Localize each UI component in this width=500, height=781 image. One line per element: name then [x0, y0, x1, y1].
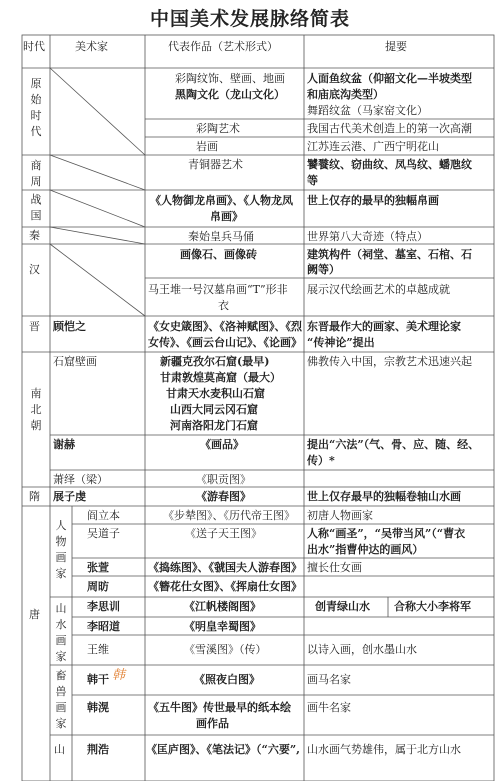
artist-cell: 萧绎（梁） [53, 473, 108, 486]
summary-cell: 阙等） [307, 263, 340, 276]
works-cell: 《匡庐图》、《笔法记》（“六要”, [146, 743, 300, 756]
summary-cell: 擅长仕女画 [307, 561, 362, 574]
works-cell: 《步辇图》、《历代帝王图》 [163, 509, 295, 522]
summary-cell: 舞蹈纹盆（马家窑文化） [307, 104, 428, 117]
summary-cell: 和庙底沟类型） [307, 88, 384, 101]
summary-cell: 创青绿山水 [315, 600, 370, 613]
works-cell: 《画品》 [200, 438, 244, 451]
artist-cell: 阎立本 [87, 509, 120, 522]
group-animal-painters: 畜兽画家 [55, 669, 67, 730]
works-cell: 甘肃天水麦积山石窟 [166, 387, 265, 400]
summary-cell: 以诗入画，创水墨山水 [307, 643, 417, 656]
works-cell: 《明皇幸蜀图》 [184, 620, 261, 633]
summary-cell: 传）* [307, 454, 335, 467]
summary-cell: 人面鱼纹盆（仰韶文化—半坡类型 [307, 72, 472, 85]
works-cell: 《捣练图》、《虢国夫人游春图》 [148, 561, 302, 574]
summary-cell: 东晋最作大的画家、美术理论家 [307, 320, 461, 333]
summary-cell: 我国古代美术创造上的第一次高潮 [307, 122, 472, 135]
header-works: 代表作品（艺术形式） [168, 40, 278, 53]
works-cell: 山西大同云冈石窟 [170, 403, 258, 416]
artist-cell: 张萱 [87, 561, 109, 574]
artist-cell: 吴道子 [87, 527, 120, 540]
era-han: 汉 [29, 263, 40, 276]
works-cell: 马王堆一号汉墓帛画“T”形非 [148, 283, 288, 296]
works-cell: 秦始皇兵马俑 [188, 230, 254, 243]
summary-cell: 世上仅存最早的独幅卷轴山水画 [307, 490, 461, 503]
header-summary: 提要 [385, 40, 407, 53]
works-cell: 彩陶纹饰、壁画、地画 [175, 72, 285, 85]
artist-cell: 周昉 [87, 580, 109, 593]
works-cell: 《游春图》 [196, 490, 251, 503]
works-cell: 青铜器艺术 [188, 158, 243, 171]
era-sui: 隋 [29, 490, 40, 503]
works-cell: 《簪花仕女图》、《挥扇仕女图》 [148, 580, 302, 593]
summary-cell: 山水画气势雄伟，属于北方山水 [307, 743, 461, 756]
works-cell: 衣 [218, 299, 229, 312]
works-cell: 《职贡图》 [196, 473, 251, 486]
works-cell: 《人物御龙帛画》、《人物龙凤 [150, 194, 293, 207]
summary-cell: 江苏连云港、广西宁明花山 [307, 140, 439, 153]
era-shangzhou: 商周 [30, 159, 42, 188]
works-cell: 彩陶艺术 [196, 122, 240, 135]
summary-cell: 饕餮纹、窃曲纹、凤鸟纹、蟠虺纹 [307, 158, 472, 171]
summary-cell: 等 [307, 174, 318, 187]
era-warring: 战国 [30, 193, 42, 222]
handwritten-annotation: 韩 [112, 668, 126, 683]
works-cell: 河南洛阳龙门石窟 [170, 419, 258, 432]
works-cell: 岩画 [196, 140, 218, 153]
group-figure-painters: 人物画家 [55, 519, 67, 580]
summary-extra-cell: 合称大小李将军 [394, 600, 471, 613]
summary-cell: 展示汉代绘画艺术的卓越成就 [307, 283, 450, 296]
artist-cell: 展子虔 [53, 490, 86, 503]
era-jin: 晋 [29, 320, 40, 333]
artist-cell: 李昭道 [87, 620, 120, 633]
artist-cell: 韩滉 [87, 701, 109, 714]
summary-cell: 世界第八大奇迹（特点） [307, 230, 428, 243]
summary-cell: 建筑构件（祠堂、墓室、石棺、石 [307, 248, 472, 261]
era-primitive: 原始时代 [30, 77, 42, 138]
summary-cell: 世上仅存的最早的独幅帛画 [307, 194, 439, 207]
group-shan: 山 [54, 743, 65, 756]
page-title: 中国美术发展脉络简表 [149, 8, 350, 30]
works-cell: 《雪溪图》（传） [184, 643, 267, 656]
header-era: 时代 [23, 40, 45, 53]
artist-cell: 谢赫 [53, 438, 75, 451]
works-cell: 画作品 [196, 717, 229, 730]
era-nanbeichao: 南北朝 [30, 387, 42, 432]
artist-cell: 荆浩 [87, 743, 109, 756]
era-qin: 秦 [29, 229, 40, 242]
works-cell: 《五牛图》传世最早的纸本绘 [148, 701, 291, 714]
works-cell: 黑陶文化（龙山文化） [175, 88, 285, 101]
header-artist: 美术家 [75, 40, 108, 53]
artist-cell: 石窟壁画 [53, 355, 97, 368]
works-cell: 画像石、画像砖 [180, 248, 257, 261]
group-landscape-painters: 山水画家 [55, 602, 67, 663]
works-cell: 《照夜白图》 [194, 673, 260, 686]
artist-cell: 顾恺之 [53, 320, 86, 333]
era-tang: 唐 [29, 608, 40, 621]
works-cell: 帛画》 [210, 210, 243, 223]
works-cell: 新疆克孜尔石窟(最早) [160, 355, 270, 368]
works-cell: 《送子天王图》 [185, 527, 262, 540]
summary-cell: 出水”指曹仲达的画风） [307, 543, 424, 556]
summary-cell: 初唐人物画家 [307, 509, 373, 522]
summary-cell: 画牛名家 [307, 701, 351, 714]
summary-cell: 佛教传入中国，宗教艺术迅速兴起 [307, 355, 472, 368]
artist-cell: 王维 [87, 643, 109, 656]
works-cell: 《女史箴图》、《洛神赋图》、《烈 [148, 320, 302, 333]
summary-cell: 人称“画圣”，“吴带当风”（“曹衣 [307, 527, 466, 540]
summary-cell: “传神论”提出 [307, 336, 375, 349]
summary-cell: 画马名家 [307, 673, 351, 686]
artist-cell: 李思训 [87, 600, 120, 613]
works-cell: 《江帆楼阁图》 [184, 600, 261, 613]
works-cell: 甘肃敦煌莫高窟（最大） [160, 371, 281, 384]
summary-cell: 提出“六法”（气、骨、应、随、经、 [307, 438, 480, 451]
works-cell: 女传》、《画云台山记》、《论画》 [148, 336, 302, 349]
artist-cell: 韩干 [87, 673, 109, 686]
